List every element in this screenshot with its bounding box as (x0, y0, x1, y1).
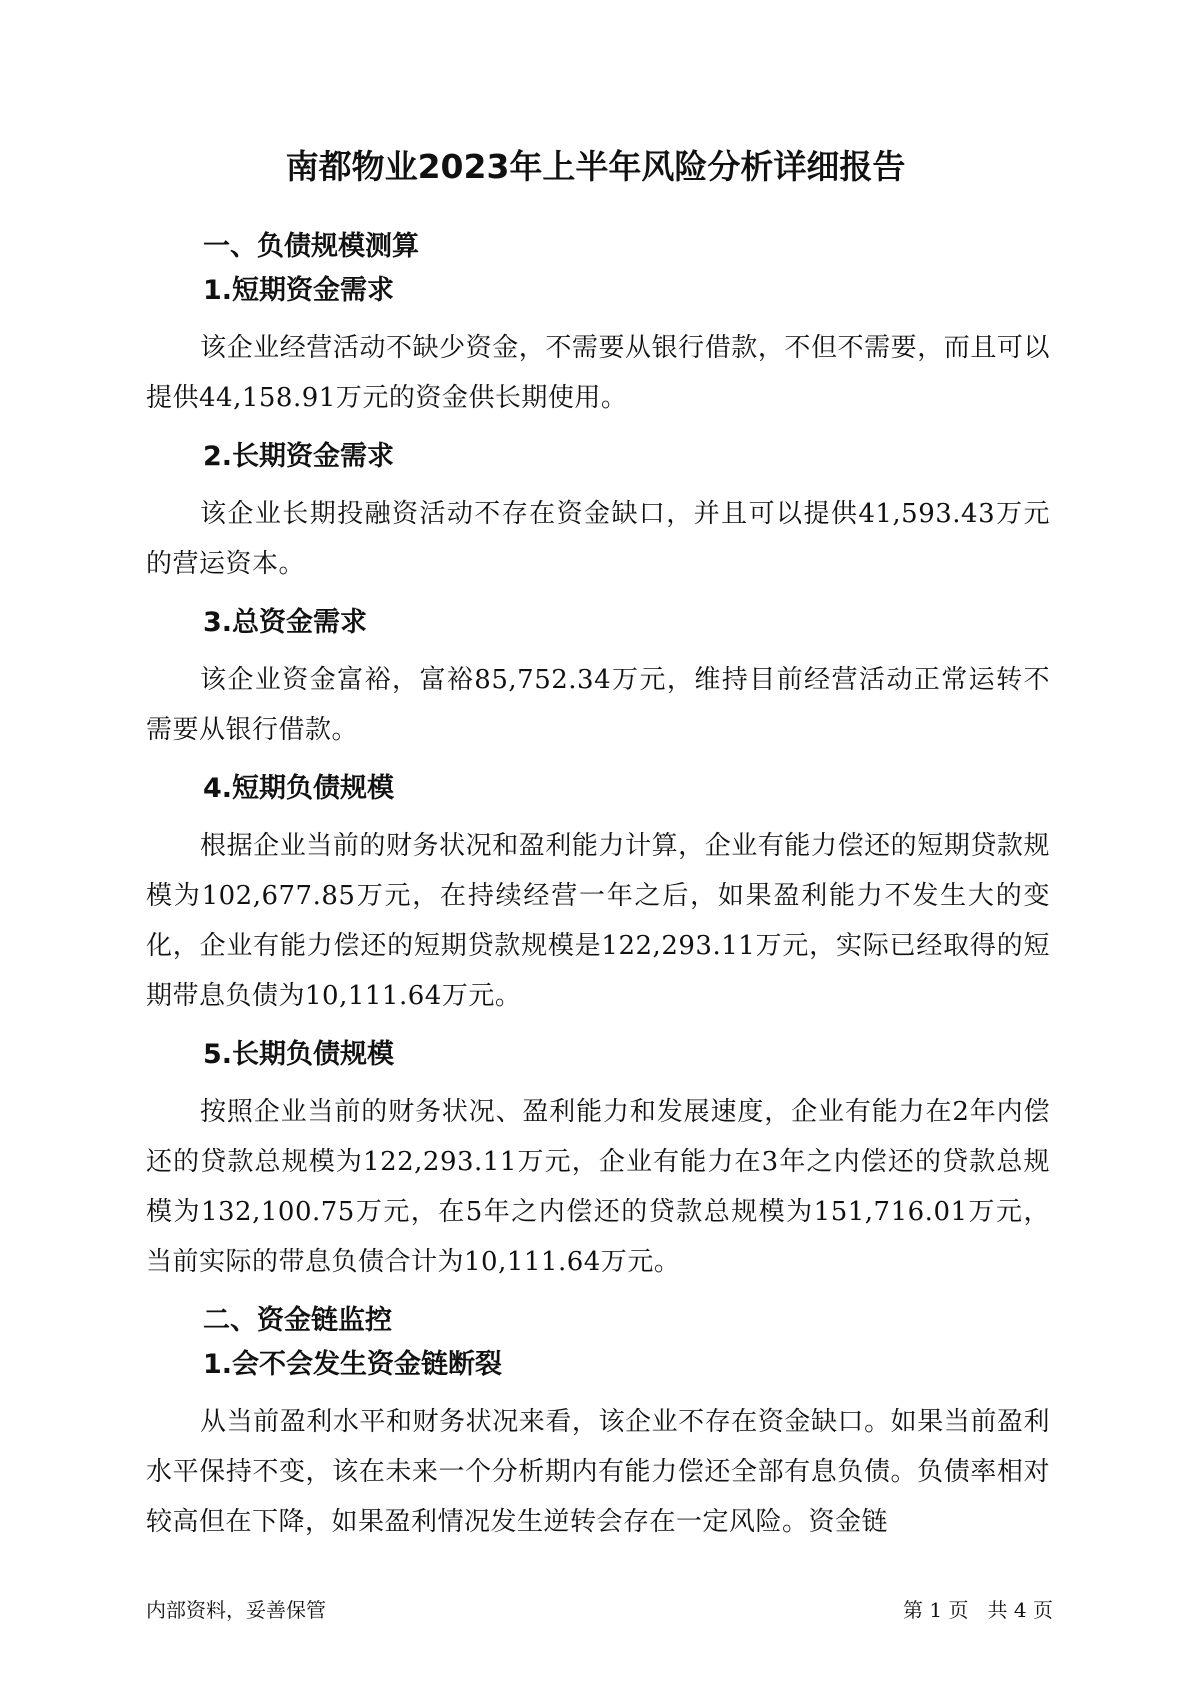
paragraph: 该企业长期投融资活动不存在资金缺口，并且可以提供41,593.43万元的营运资本。 (146, 499, 1050, 579)
footer-note: 内部资料，妥善保管 (146, 1598, 326, 1622)
subsection-heading: 1.会不会发生资金链断裂 (203, 1349, 503, 1380)
paragraph: 该企业资金富裕，富裕85,752.34万元，维持目前经营活动正常运转不需要从银行借款。 (146, 665, 1050, 745)
section-heading: 一、负债规模测算 (203, 231, 419, 262)
page-title: 南都物业2023年上半年风险分析详细报告 (285, 147, 906, 186)
paragraph: 从当前盈利水平和财务状况来看，该企业不存在资金缺口。如果当前盈利水平保持不变，该在未来一个分析期内有能力偿还全部有息负债。负债率相对较高但在下降，如果盈利情况发生逆转会存在一定风险。资金链 (146, 1407, 1050, 1537)
subsection-heading: 5.长期负债规模 (203, 1039, 395, 1070)
subsection-heading: 1.短期资金需求 (203, 275, 395, 306)
subsection-heading: 3.总资金需求 (203, 607, 368, 638)
paragraph: 按照企业当前的财务状况、盈利能力和发展速度，企业有能力在2年内偿还的贷款总规模为122,293.11万元，企业有能力在3年之内偿还的贷款总规模为132,100.75万元，在5年之内偿还的贷款总规模为151,716.01万元，当前实际的带息负债合计为10,111.64万元。 (146, 1097, 1050, 1277)
paragraph: 该企业经营活动不缺少资金，不需要从银行借款，不但不需要，而且可以提供44,158.91万元的资金供长期使用。 (146, 333, 1050, 413)
subsection-heading: 2.长期资金需求 (203, 441, 395, 472)
page-number: 第 1 页 共 4 页 (903, 1598, 1053, 1622)
section-heading: 二、资金链监控 (203, 1305, 392, 1336)
document-body (146, 225, 1050, 1559)
subsection-heading: 4.短期负债规模 (203, 773, 395, 804)
paragraph: 根据企业当前的财务状况和盈利能力计算，企业有能力偿还的短期贷款规模为102,677.85万元，在持续经营一年之后，如果盈利能力不发生大的变化，企业有能力偿还的短期贷款规模是122,293.11万元，实际已经取得的短期带息负债为10,111.64万元。 (146, 831, 1050, 1011)
